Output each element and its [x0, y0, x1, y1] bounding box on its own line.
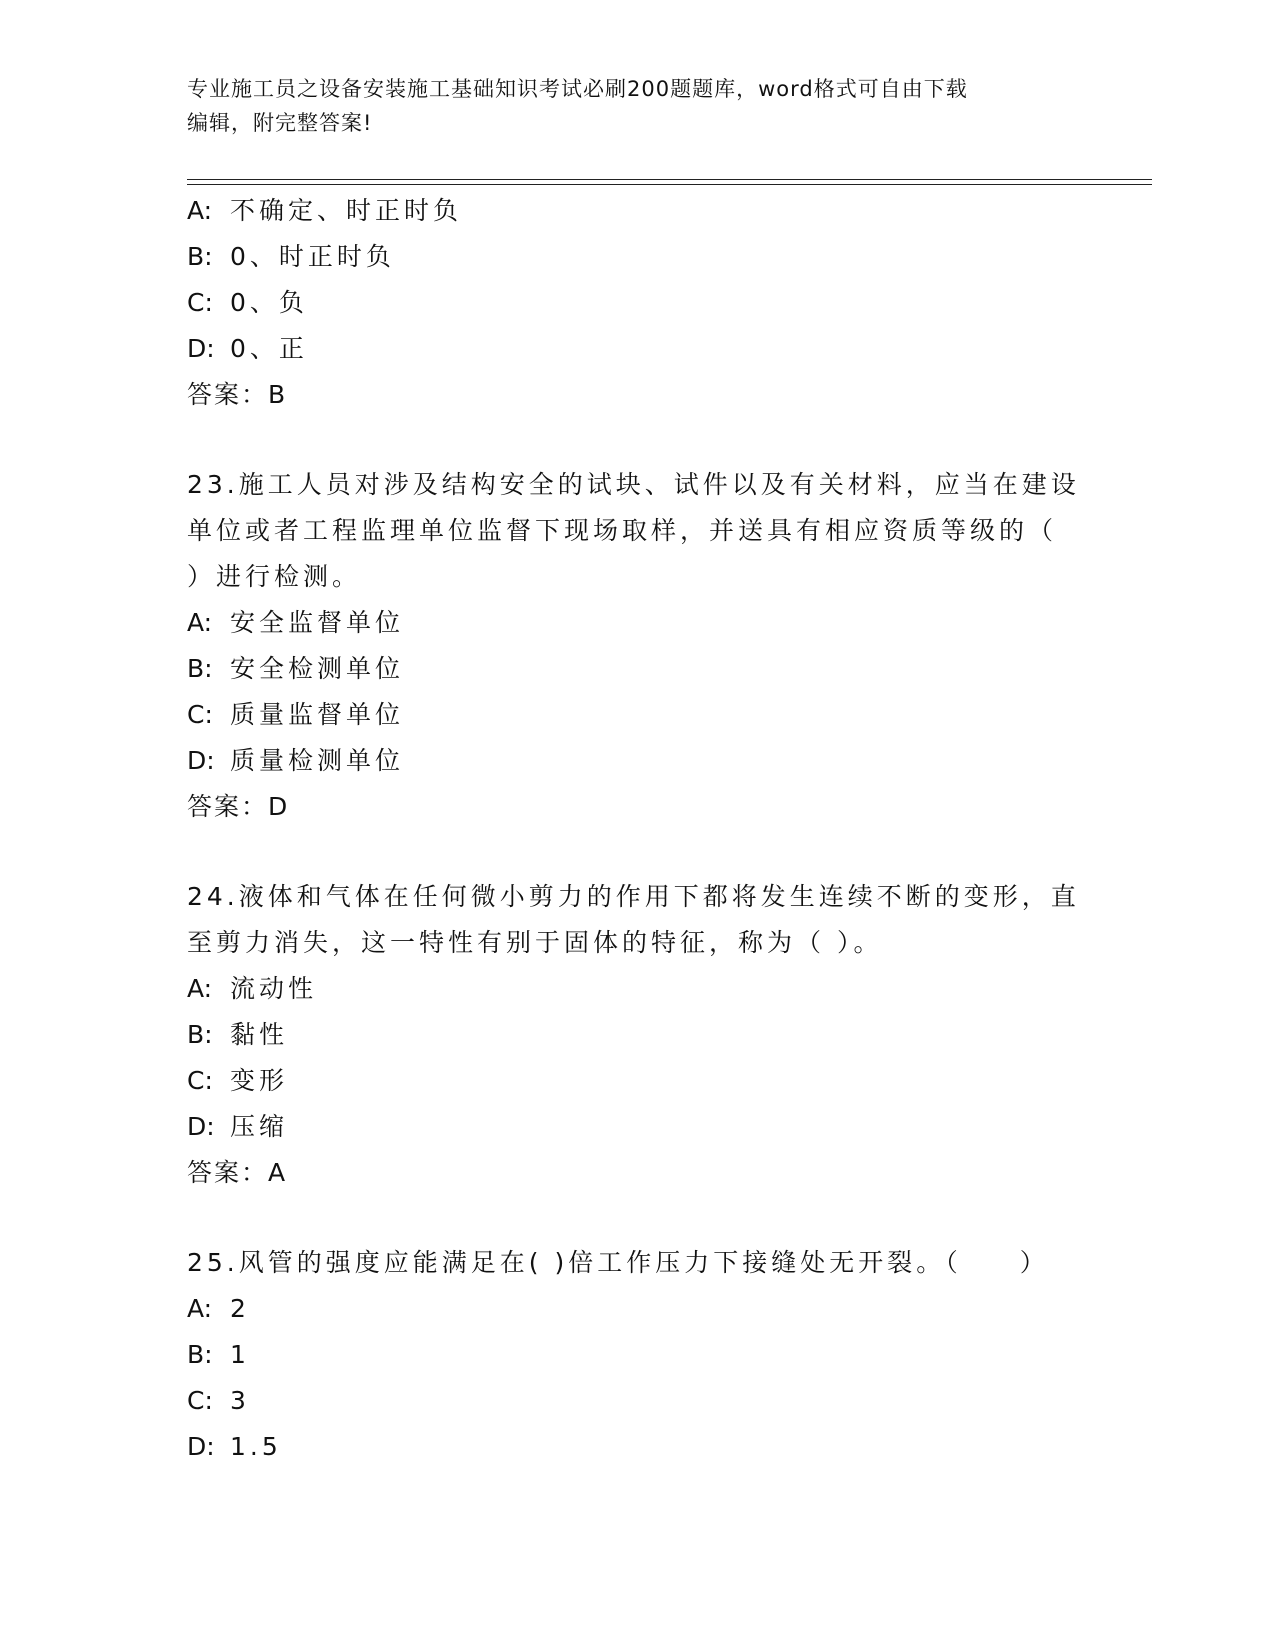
option-letter: A: [187, 974, 213, 1003]
option-text: 压缩 [230, 1112, 289, 1141]
question-22 [187, 188, 1107, 418]
question-spacer [187, 1196, 1107, 1240]
option-letter: B: [187, 1020, 213, 1049]
option-text: 质量检测单位 [230, 746, 405, 775]
option-letter: D: [187, 1432, 215, 1461]
answer-value: A [268, 1158, 286, 1187]
answer-value: D [268, 792, 288, 821]
option-text: 黏性 [230, 1020, 289, 1049]
option-c [187, 280, 1107, 326]
question-list [187, 188, 1107, 1470]
question-stem-line: 23.施工人员对涉及结构安全的试块、试件以及有关材料，应当在建设 [187, 470, 1080, 499]
option-letter: C: [187, 1066, 213, 1095]
option-c [187, 692, 1107, 738]
question-stem-line: 24.液体和气体在任何微小剪力的作用下都将发生连续不断的变形，直 [187, 882, 1080, 911]
option-b [187, 646, 1107, 692]
option-a [187, 966, 1107, 1012]
option-text: 0、负 [230, 288, 308, 317]
option-letter: D: [187, 746, 215, 775]
answer-label: 答案： [187, 792, 269, 821]
option-a [187, 1286, 1107, 1332]
option-letter: C: [187, 700, 213, 729]
answer-line [187, 1150, 1107, 1196]
option-text: 2 [230, 1294, 250, 1323]
question-24 [187, 874, 1107, 1196]
question-stem-line: 25.风管的强度应能满足在( )倍工作压力下接缝处无开裂。（ ） [187, 1248, 1049, 1277]
option-text: 1 [230, 1340, 250, 1369]
option-letter: A: [187, 1294, 213, 1323]
option-letter: A: [187, 196, 213, 225]
header-line-1: 专业施工员之设备安装施工基础知识考试必刷200题题库，word格式可自由下载 [187, 77, 968, 101]
option-b [187, 234, 1107, 280]
option-text: 质量监督单位 [230, 700, 405, 729]
option-b [187, 1012, 1107, 1058]
option-letter: C: [187, 1386, 213, 1415]
option-text: 流动性 [230, 974, 318, 1003]
header-line-2: 编辑，附完整答案! [187, 111, 373, 135]
option-b [187, 1332, 1107, 1378]
question-23 [187, 462, 1107, 830]
document-header [187, 72, 1087, 140]
option-text: 安全检测单位 [230, 654, 405, 683]
header-divider-top [187, 179, 1152, 180]
option-a [187, 188, 1107, 234]
option-letter: D: [187, 334, 215, 363]
option-text: 0、时正时负 [230, 242, 395, 271]
option-text: 不确定、时正时负 [230, 196, 463, 225]
answer-value: B [268, 380, 286, 409]
option-d [187, 738, 1107, 784]
question-25 [187, 1240, 1107, 1470]
answer-line [187, 372, 1107, 418]
option-letter: C: [187, 288, 213, 317]
option-letter: A: [187, 608, 213, 637]
option-text: 1.5 [230, 1432, 282, 1461]
answer-label: 答案： [187, 380, 269, 409]
option-text: 安全监督单位 [230, 608, 405, 637]
option-d [187, 326, 1107, 372]
option-letter: B: [187, 654, 213, 683]
question-stem-line: 至剪力消失，这一特性有别于固体的特征，称为（ ）。 [187, 928, 883, 957]
question-spacer [187, 830, 1107, 874]
question-stem-line: 单位或者工程监理单位监督下现场取样，并送具有相应资质等级的（ [187, 516, 1058, 545]
option-letter: D: [187, 1112, 215, 1141]
option-letter: B: [187, 1340, 213, 1369]
answer-line [187, 784, 1107, 830]
option-c [187, 1378, 1107, 1424]
option-text: 变形 [230, 1066, 289, 1095]
option-d [187, 1424, 1107, 1470]
answer-label: 答案： [187, 1158, 269, 1187]
header-divider-bottom [187, 184, 1152, 185]
question-stem-line: ）进行检测。 [187, 562, 362, 591]
option-d [187, 1104, 1107, 1150]
option-c [187, 1058, 1107, 1104]
option-a [187, 600, 1107, 646]
option-text: 3 [230, 1386, 250, 1415]
question-spacer [187, 418, 1107, 462]
option-text: 0、正 [230, 334, 308, 363]
option-letter: B: [187, 242, 213, 271]
